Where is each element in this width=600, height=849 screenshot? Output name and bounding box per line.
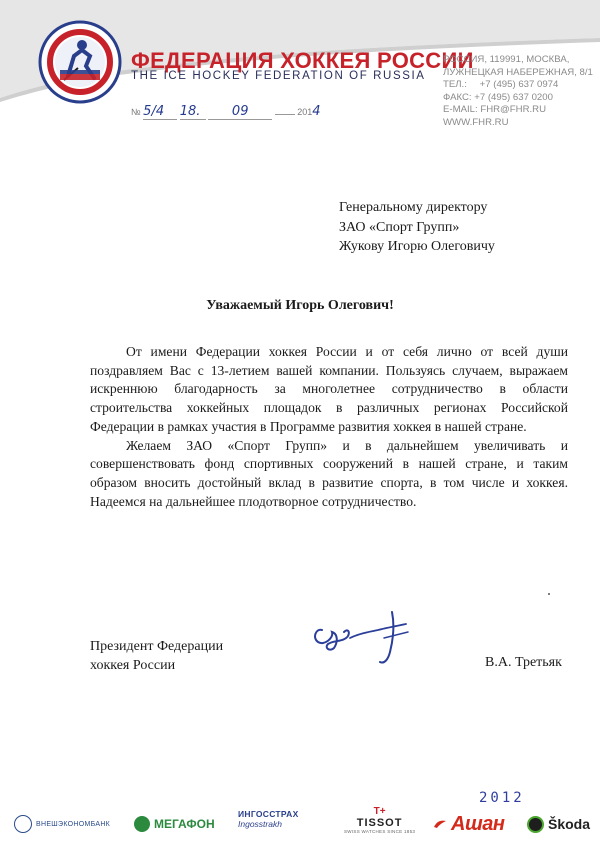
- signatory-title-line1: Президент Федерации: [90, 639, 224, 654]
- sponsor-ingosstrakh: [238, 809, 299, 835]
- addressee: [339, 198, 495, 257]
- veb-icon: [14, 815, 32, 833]
- ref-month: 09: [231, 104, 249, 119]
- ref-year-prefix: 201: [297, 107, 313, 117]
- sponsor-veb-label: ВНЕШЭКОНОМБАНК: [36, 820, 111, 828]
- org-name-en: THE ICE HOCKEY FEDERATION OF RUSSIA: [131, 70, 426, 82]
- body-paragraph-2: Желаем ЗАО «Спорт Групп» и в дальнейшем увеличивать и совершенствовать фонд спортивных сооружений в нашей стране, и таким образом вносить достойный вклад в развитие спорта, в том числе и хоккея. Надеемся на дальнейшее плодотворное сотрудничество.: [90, 437, 568, 509]
- letter-body: [90, 343, 568, 511]
- signatory-name: В.А. Третьяк: [485, 655, 562, 670]
- sponsor-auchan-label: Ашан: [451, 812, 505, 835]
- sponsor-auchan: [433, 811, 504, 837]
- ref-day: 18.: [179, 104, 201, 119]
- mark-dot: [548, 593, 550, 595]
- stamp-year: 2012: [479, 790, 525, 806]
- ref-no-label: №: [131, 107, 141, 117]
- sponsor-skoda-label: Škoda: [548, 816, 591, 832]
- addressee-line3: Жукову Игорю Олеговичу: [339, 239, 495, 254]
- signatory-title-line2: хоккея России: [90, 658, 176, 673]
- megafon-icon: [134, 816, 150, 832]
- contact-block: [443, 54, 593, 130]
- sponsor-megafon: [134, 811, 215, 837]
- skoda-icon: [527, 816, 544, 833]
- ref-year-suffix: 4: [312, 104, 321, 119]
- greeting: Уважаемый Игорь Олегович!: [206, 298, 394, 313]
- sponsor-skoda: [527, 811, 590, 837]
- sponsor-ingos-line2: Ingosstrakh: [238, 819, 282, 829]
- fax-label: ФАКС:: [443, 91, 472, 103]
- org-name: ФЕДЕРАЦИЯ ХОККЕЯ РОССИИ: [131, 48, 474, 73]
- ref-number: 5/4: [143, 104, 165, 119]
- email-row: [443, 104, 593, 117]
- sponsor-tissot-sub: SWISS WATCHES SINCE 1853: [344, 829, 416, 834]
- email-label: E-MAIL:: [443, 104, 478, 116]
- fax-value: +7 (495) 637 0200: [474, 91, 553, 103]
- phone-value: +7 (495) 637 0974: [479, 79, 559, 91]
- address-line1: РОССИЯ, 119991, МОСКВА,: [443, 54, 570, 65]
- phone-label: ТЕЛ.:: [443, 79, 467, 91]
- email-value: FHR@FHR.RU: [480, 104, 547, 116]
- address-line2: ЛУЖНЕЦКАЯ НАБЕРЕЖНАЯ, 8/1: [443, 66, 593, 78]
- addressee-line2: ЗАО «Спорт Групп»: [339, 219, 460, 235]
- tissot-icon: T+: [373, 806, 386, 817]
- auchan-bird-icon: [433, 819, 447, 829]
- reference-line: [131, 104, 321, 122]
- fax-row: [443, 92, 593, 105]
- addressee-line1: Генеральному директору: [339, 200, 488, 215]
- website: WWW.FHR.RU: [443, 116, 509, 128]
- signatory-title: [90, 637, 223, 675]
- sponsor-ingos-line1: ИНГОССТРАХ: [238, 809, 299, 819]
- sponsor-tissot-label: TISSOT: [356, 817, 403, 829]
- handwritten-signature: [308, 608, 418, 668]
- sponsor-tissot: [344, 807, 415, 833]
- sponsor-megafon-label: МЕГАФОН: [154, 817, 215, 831]
- federation-logo: [38, 20, 122, 104]
- phone-row: [443, 79, 593, 92]
- body-paragraph-1: От имени Федерации хоккея России и от себя лично от всей души поздравляем Вас с 13-летием вашей компании. Пользуясь случаем, выражаем искреннюю благодарность за многолетнее сотрудничество в области строительства хоккейных площадок в различных регионах Российской Федерации в рамках участия в Программе развития хоккея в нашей стране.: [90, 344, 568, 434]
- sponsor-veb: [14, 811, 110, 837]
